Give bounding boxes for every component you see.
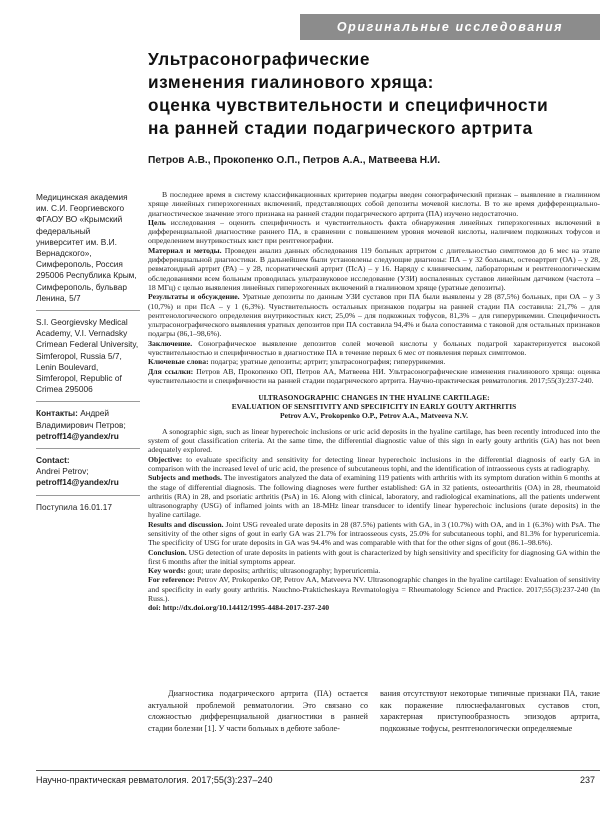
- abstract-ru-results: [148, 292, 600, 338]
- title-line: оценка чувствительности и специфичности: [148, 95, 549, 115]
- text: USG detection of urate deposits in patients with gout is characterized by high sensitivity and specificity for diagnosing GA within the first 6 months after the initial symptoms appear.: [148, 547, 600, 566]
- abstract-ru-keywords: [148, 357, 600, 366]
- english-authors: Petrov A.V., Prokopenko O.P., Petrov A.A., Matveeva N.V.: [279, 411, 468, 421]
- contact-email[interactable]: petroff14@yandex/ru: [36, 477, 119, 488]
- contacts-ru: [36, 408, 140, 442]
- page-number: 237: [579, 775, 595, 785]
- contacts-name: Андрей Владимирович Петров;: [36, 408, 126, 430]
- text: gout; urate deposits; arthritis; ultrasonography; hyperuricemia.: [187, 566, 381, 576]
- label: Результаты и обсуждение.: [148, 292, 240, 302]
- article-body: [148, 688, 600, 760]
- affiliation-ru: Медицинская академия им. С.И. Георгиевского ФГАОУ ВО «Крымский федеральный университет им. В.И. Вернадского», Симферополь, Россия 295006 Республика Крым, Симферополь, бульвар Ленина, 5/7: [36, 192, 137, 303]
- abstract-en-results: [148, 520, 600, 548]
- text: Проведен анализ данных обследования 119 больных артритом с длительностью симптомов до 6 мес на этапе дифференциальной диагностики. В дальнейшем были установлены следующие диагнозы: ПА – у 32 больных, остеоартрит (ОА) – у 28, ревматоидный артрит (РА) – у 28, псориатический артрит (ПсА) – у 16. Наряду с клиническим, лабораторным и рентгенологическим обследованиями всем больным проводилась ультразвуковое исследование (УЗИ) воспаленных суставов линейным датчиком (частота – 18 МГц) с целью выявления линейных гиперэхогенных включений в гиалиновом хряще (уратные депозиты).: [148, 245, 600, 292]
- contacts-label: Контакты:: [36, 408, 78, 419]
- contact-label: Contact:: [36, 455, 70, 466]
- text: The investigators analyzed the data of examining 119 patients with arthritis with its symptom duration within 6 months at the stage of differential diagnosis. The following diagnoses were further established: GA in 32 patients, osteoarthritis (OA) in 28, rheumatoid arthritis (RA) in 28, and psoriatic arthritis (PsA) in 16. Along with clinical, laboratory, and radiological examinations, all the patients underwent ultrasonography (USG) of inflamed joints with an 18-MHz linear transducer to identify linear hyperechoic inclusions (urate deposits) in the hyaline cartilage.: [148, 473, 600, 520]
- title-line: на ранней стадии подагрического артрита: [148, 118, 533, 138]
- doi-link[interactable]: [148, 603, 600, 612]
- section-header: Оригинальные исследования: [300, 14, 600, 40]
- abstract-en-subjects: [148, 473, 600, 519]
- label: Для ссылки:: [148, 366, 194, 376]
- abstract-en-conclusion: [148, 548, 600, 567]
- article-title: [148, 48, 600, 140]
- label: Subjects and methods.: [148, 473, 222, 483]
- sidebar-divider: [36, 310, 140, 311]
- text: Сонографическое выявление депозитов солей мочевой кислоты у больных подагрой характеризуется высокой чувствительностью и специфичностью в диагностике ПА в течение первых 6 мес от появления первых симптомов.: [148, 338, 600, 358]
- label: Ключевые слова:: [148, 357, 209, 367]
- footer-divider: [36, 770, 600, 771]
- label: Заключение.: [148, 338, 193, 348]
- label: Key words:: [148, 566, 186, 576]
- abstract-en-keywords: [148, 566, 600, 575]
- abstract-ru-goal: [148, 218, 600, 246]
- text: подагра; уратные депозиты; артрит; ультрасонография; гиперурикемия.: [210, 357, 446, 367]
- affiliation-sidebar: [36, 192, 140, 519]
- text: Уратные депозиты по данным УЗИ суставов при ПА были выявлены у 28 (87,5%) больных, при ОА – у 3 (10,7%) и при ПсА – у 1 (6,3%). Чувствительность остальных признаков подагры на ранней стадии ПА составила: 21,7% – для рентгенологического определения внутрикостных кист, 25,0% – для подкожных тофусов, 81,3% – для гиперурикемии. Специфичность ультрасонографического выявления уратных депозитов при ПА составила 94,4% и была сопоставима с таковой для остальных признаков подагры (86,1–98,6%).: [148, 292, 600, 339]
- abstract-ru-conclusion: [148, 339, 600, 358]
- abstract-en-reference: [148, 575, 600, 603]
- abstract-ru-citation: [148, 367, 600, 386]
- label: Results and discussion.: [148, 519, 224, 529]
- english-title-line: ULTRASONOGRAPHIC CHANGES IN THE HYALINE CARTILAGE:: [258, 393, 490, 403]
- label: Материал и методы.: [148, 245, 222, 255]
- body-column-left: Диагностика подагрического артрита (ПА) остается актуальной проблемой ревматологии. Это связано со сложностью дифференциальной диагностики в ранней стадии болезни [1]. У части больных в дебюте заболе-: [148, 689, 368, 733]
- label: Цель: [148, 217, 166, 227]
- contact-name: Andrei Petrov;: [36, 466, 89, 477]
- sidebar-divider: [36, 495, 140, 496]
- contacts-email[interactable]: petroff14@yandex/ru: [36, 430, 119, 441]
- author-list: Петров А.В., Прокопенко О.П., Петров А.А., Матвеева Н.И.: [148, 155, 441, 166]
- text: Petrov AV, Prokopenko OP, Petrov AA, Matveeva NV. Ultrasonographic changes in the hyaline cartilage: Evaluation of sensitivity and specificity in early gouty arthritis. Nauchno-Prakticheskaya Revmatologiya = Rheumatology Science and Practice. 2017;55(3):237-240 (In Russ.).: [148, 575, 601, 604]
- abstract-en-objective: [148, 455, 600, 474]
- label: Conclusion.: [148, 547, 187, 557]
- doi-text[interactable]: doi: http://dx.doi.org/10.14412/1995-4484-2017-237-240: [148, 603, 330, 613]
- text: to evaluate specificity and sensitivity for detecting linear hyperechoic inclusions in the differential diagnosis of early GA in comparison with the increased level of uric acid, the presence of subcutaneous tophi, and the identification of intraosseous cysts at radiography.: [148, 454, 600, 473]
- text: Петров АВ, Прокопенко ОП, Петров АА, Матвеева НИ. Ультрасонографические изменения гиалинового хряща: оценка чувствительности и специфичности на ранней стадии подагрического артрита. Научно-практическая ревматология. 2017;55(3):237-240.: [148, 366, 601, 385]
- title-line: изменения гиалинового хряща:: [148, 72, 434, 92]
- sidebar-divider: [36, 401, 140, 402]
- journal-footer: Научно-практическая ревматология. 2017;55(3):237–240: [36, 775, 273, 785]
- english-title-line: EVALUATION OF SENSITIVITY AND SPECIFICITY IN EARLY GOUTY ARTHRITIS: [231, 402, 517, 412]
- received-date: Поступила 16.01.17: [36, 501, 112, 512]
- english-title: [148, 393, 600, 411]
- label: Objective:: [148, 454, 183, 464]
- title-line: Ультрасонографические: [148, 49, 371, 69]
- sidebar-divider: [36, 448, 140, 449]
- contacts-en: [36, 455, 140, 489]
- abstract-ru-methods: [148, 246, 600, 292]
- abstract-ru-intro: В последнее время в систему классификационных критериев подагры введен сонографический признак – выявление в гиалинном хряще линейных гиперэхогенных включений, представляющих собой депозиты мочевой кислоты. В то же время дифференциально-диагностическое значение этого признака на ранней стадии подагрического артрита (ПА) изучено недостаточно.: [148, 190, 600, 218]
- body-column-right: вания отсутствуют некоторые типичные признаки ПА, такие как поражение плюснефаланговых суставов стоп, характерная приступообразность эпизодов артрита, подкожные тофусы, рентгенологически определяемые: [380, 689, 600, 733]
- affiliation-en: S.I. Georgievsky Medical Academy, V.I. Vernadsky Crimean Federal University, Simferopol, Russia 5/7, Lenin Boulevard, Simferopol, Republic of Crimea 295006: [36, 317, 139, 395]
- text: Joint USG revealed urate deposits in 28 (87.5%) patients with GA, in 3 (10.7%) with OA, and in 1 (6.3%) with PsA. The sensitivity of the other signs of gout in early GA was 21.7% for intraosseous cysts, 25.0% for subcutaneous tophi, and 81.3% for hyperuricemia. The specificity of USG for urate deposits in GA was 94.4% and was comparable with that for the other signs of gout (86.1–98.6%).: [148, 519, 600, 548]
- text: исследования – оценить специфичность и чувствительность факта обнаружения линейных гиперэхогенных включений в дифференциальной диагностике раннего ПА, в сравнении с повышением уровня мочевой кислоты, наличием подкожных тофусов и определением внутрикостных кист при рентгенографии.: [148, 217, 601, 246]
- label: For reference:: [148, 575, 195, 585]
- abstract-section: [148, 190, 600, 613]
- abstract-en-intro: A sonographic sign, such as linear hyperechoic inclusions or uric acid deposits in the hyaline cartilage, has been recently introduced into the system of gout classification criteria. At the same time, the differential diagnostic value of this sign in early gouty arthritis (GA) has not been adequately explored.: [148, 426, 600, 455]
